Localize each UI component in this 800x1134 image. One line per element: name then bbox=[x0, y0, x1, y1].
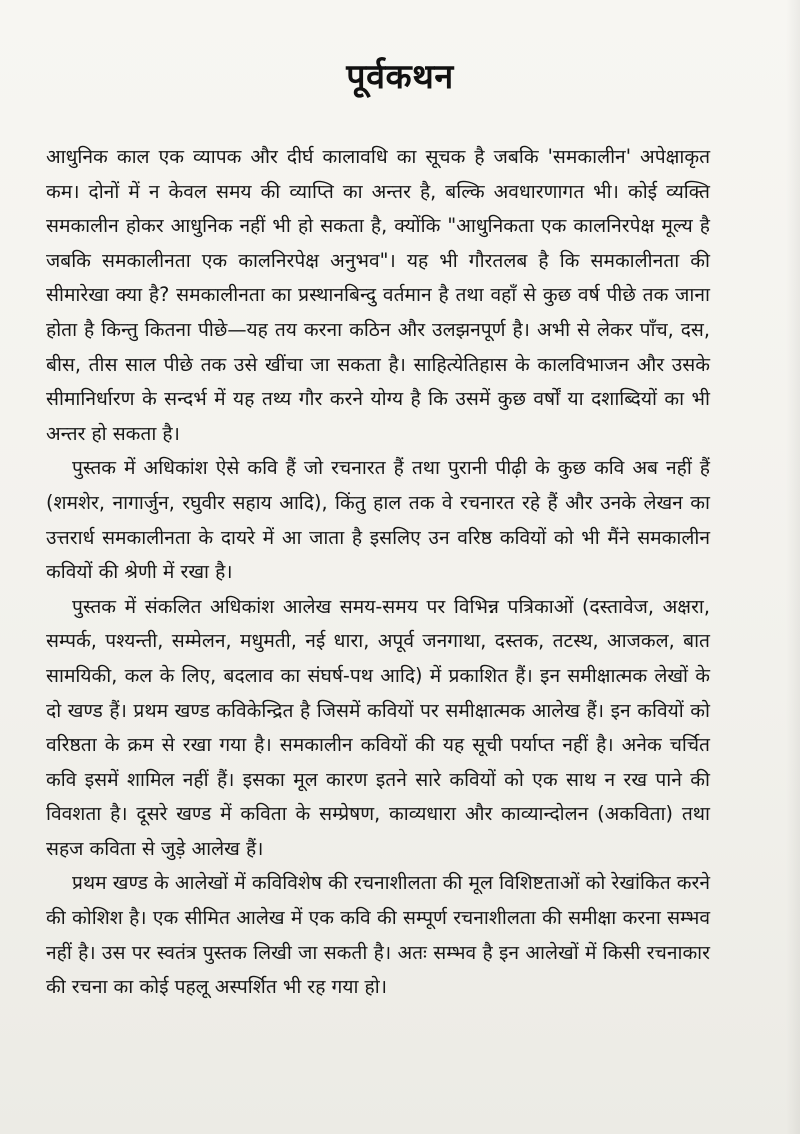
paragraph-3: पुस्तक में संकलित अधिकांश आलेख समय-समय पर विभिन्न पत्रिकाओं (दस्तावेज, अक्षरा, सम्पर्क, पश्यन्ती, सम्मेलन, मधुमती, नई धारा, अपूर्व जनगाथा, दस्तक, तटस्थ, आजकल, बात सामयिकी, कल के लिए, बदलाव का संघर्ष-पथ आदि) में प्रकाशित हैं। इन समीक्षात्मक लेखों के दो खण्ड हैं। प्रथम खण्ड कविकेन्द्रित है जिसमें कवियों पर समीक्षात्मक आलेख हैं। इन कवियों को वरिष्ठता के क्रम से रखा गया है। समकालीन कवियों की यह सूची पर्याप्त नहीं है। अनेक चर्चित कवि इसमें शामिल नहीं हैं। इसका मूल कारण इतने सारे कवियों को एक साथ न रख पाने की विवशता है। दूसरे खण्ड में कविता के सम्प्रेषण, काव्यधारा और काव्यान्दोलन (अकविता) तथा सहज कविता से जुड़े आलेख हैं। bbox=[46, 594, 710, 860]
page-body bbox=[46, 140, 710, 1005]
page-title: पूर्वकथन bbox=[346, 57, 454, 97]
paragraph-2: पुस्तक में अधिकांश ऐसे कवि हैं जो रचनारत हैं तथा पुरानी पीढ़ी के कुछ कवि अब नहीं हैं (शमशेर, नागार्जुन, रघुवीर सहाय आदि), किंतु हाल तक वे रचनारत रहे हैं और उनके लेखन का उत्तरार्ध समकालीनता के दायरे में आ जाता है इसलिए उन वरिष्ठ कवियों को भी मैंने समकालीन कवियों की श्रेणी में रखा है। bbox=[46, 456, 710, 584]
paragraph-4: प्रथम खण्ड के आलेखों में कविविशेष की रचनाशीलता की मूल विशिष्टताओं को रेखांकित करने की कोशिश है। एक सीमित आलेख में एक कवि की सम्पूर्ण रचनाशीलता की समीक्षा करना सम्भव नहीं है। उस पर स्वतंत्र पुस्तक लिखी जा सकती है। अतः सम्भव है इन आलेखों में किसी रचनाकार की रचना का कोई पहलू अस्पर्शित भी रह गया हो। bbox=[46, 871, 710, 999]
paragraph-1: आधुनिक काल एक व्यापक और दीर्घ कालावधि का सूचक है जबकि 'समकालीन' अपेक्षाकृत कम। दोनों में न केवल समय की व्याप्ति का अन्तर है, बल्कि अवधारणागत भी। कोई व्यक्ति समकालीन होकर आधुनिक नहीं भी हो सकता है, क्योंकि "आधुनिकता एक कालनिरपेक्ष मूल्य है जबकि समकालीनता एक कालनिरपेक्ष अनुभव"। यह भी गौरतलब है कि समकालीनता की सीमारेखा क्या है? समकालीनता का प्रस्थानबिन्दु वर्तमान है तथा वहाँ से कुछ वर्ष पीछे तक जाना होता है किन्तु कितना पीछे—यह तय करना कठिन और उलझनपूर्ण है। अभी से लेकर पाँच, दस, बीस, तीस साल पीछे तक उसे खींचा जा सकता है। साहित्येतिहास के कालविभाजन और उसके सीमानिर्धारण के सन्दर्भ में यह तथ्य गौर करने योग्य है कि उसमें कुछ वर्षों या दशाब्दियों का भी अन्तर हो सकता है। bbox=[46, 145, 710, 445]
page-edge-shadow bbox=[786, 0, 800, 1134]
